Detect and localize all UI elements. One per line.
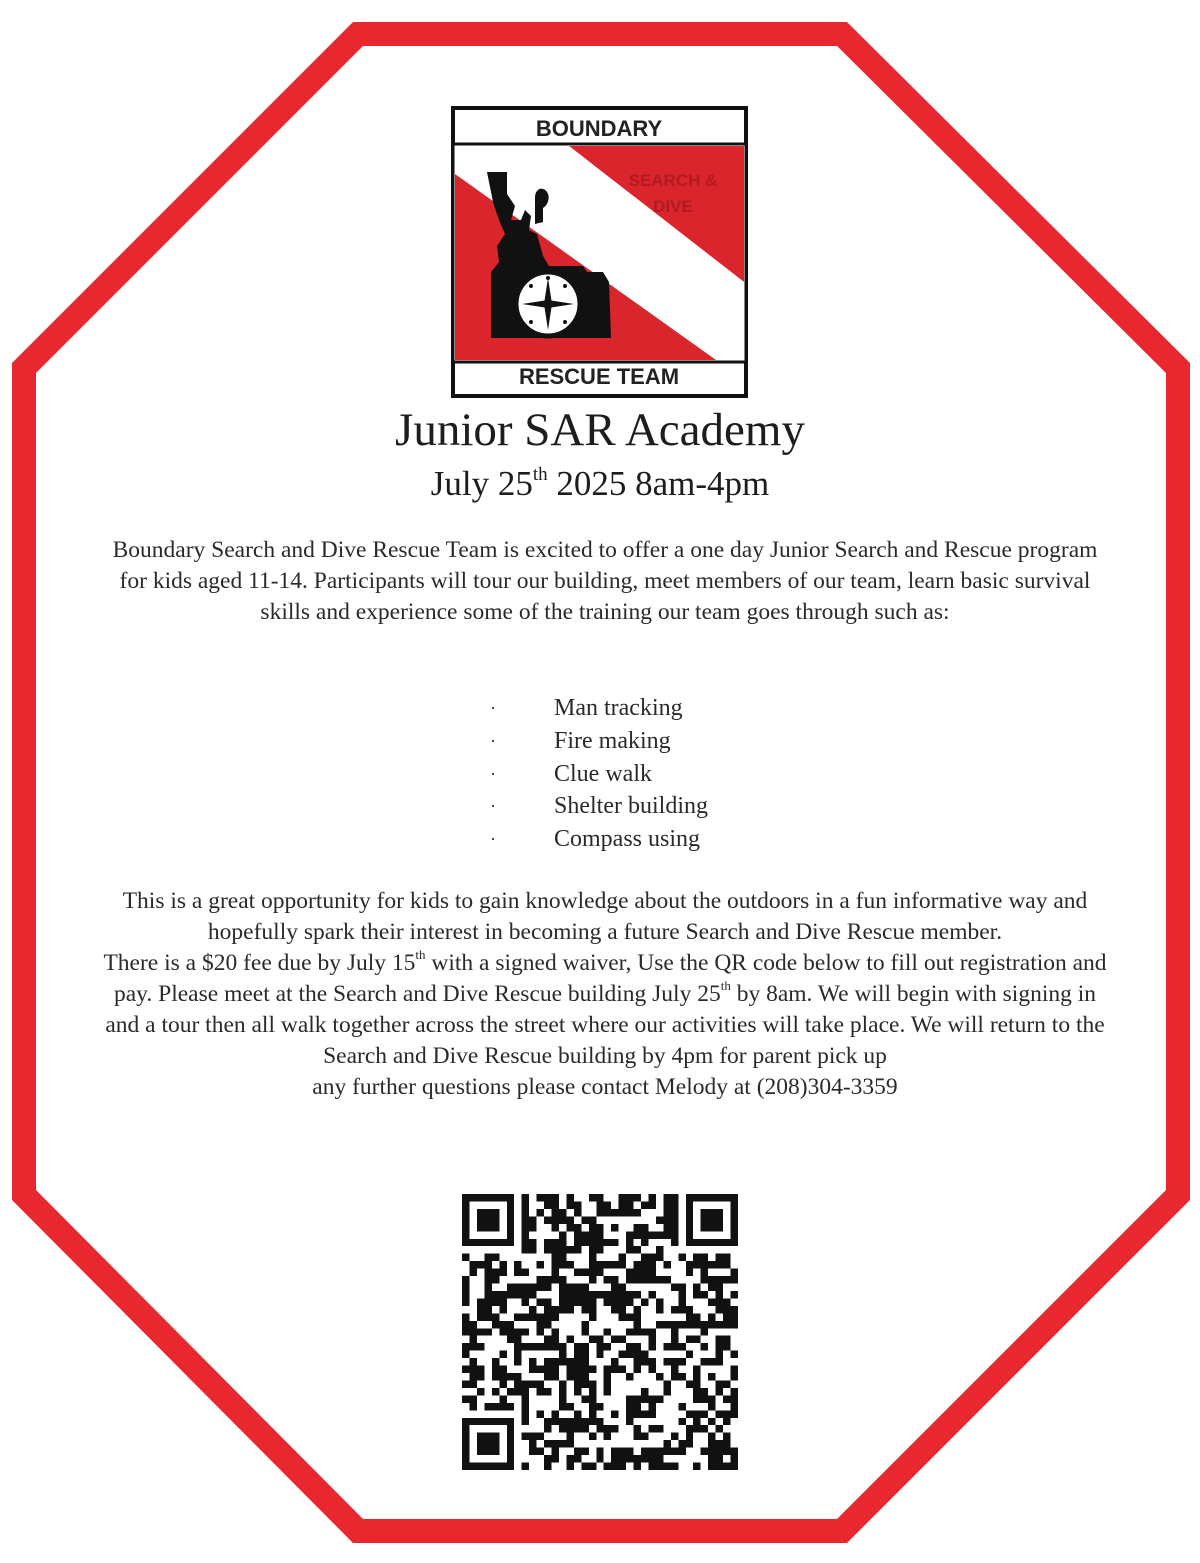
registration-qr-code[interactable] [462, 1194, 738, 1470]
activity-label: Shelter building [554, 793, 708, 820]
event-date [0, 462, 1200, 506]
list-item [470, 725, 708, 758]
fee-paragraph [100, 948, 1110, 1072]
date-after: 2025 8am-4pm [547, 464, 770, 503]
details-section [100, 886, 1110, 1103]
fee-sup-2: th [720, 978, 731, 993]
boundary-logo [451, 106, 748, 398]
contact-line: any further questions please contact Melody at (208)304-3359 [312, 1074, 898, 1100]
fee-part-3: by 8am. We will begin with signing in and a tour then all walk together across the street where our activities will take place. We will return to the Search and Dive Rescue building by 4pm for parent pick up [105, 981, 1105, 1069]
qr-finder-top-left [462, 1194, 514, 1246]
fee-part-2: with a signed waiver, Use the QR code below to fill out registration and pay. Please meet at the Search and Dive Rescue building July 25 [114, 950, 1107, 1007]
activity-label: Compass using [554, 826, 701, 853]
logo-flag-text-1: SEARCH & [628, 171, 718, 190]
list-item [470, 758, 708, 791]
fee-part-1: There is a $20 fee due by July 15 [103, 950, 416, 976]
bullet-icon: · [490, 730, 496, 751]
activities-list [470, 692, 708, 856]
bullet-icon: · [490, 698, 496, 718]
date-before: July 25 [430, 464, 533, 503]
list-item [470, 790, 708, 823]
bullet-icon: · [490, 829, 496, 850]
activity-label: Fire making [554, 727, 671, 754]
intro-paragraph: Boundary Search and Dive Rescue Team is excited to offer a one day Junior Search and Rescue program for kids aged 11-14. Participants will tour our building, meet members of our team, learn basic survival skills and experience some of the training our team goes through such as: [112, 537, 1098, 625]
qr-finder-top-right [686, 1194, 738, 1246]
page-title: Junior SAR Academy [395, 404, 805, 456]
activity-label: Clue walk [554, 760, 652, 787]
date-sup: th [532, 464, 548, 485]
logo-top-text: BOUNDARY [535, 116, 663, 141]
logo-bottom-text: RESCUE TEAM [518, 364, 680, 389]
qr-finder-bottom-left [462, 1418, 514, 1470]
opportunity-paragraph: This is a great opportunity for kids to gain knowledge about the outdoors in a fun informative way and hopefully spark their interest in becoming a future Search and Dive Rescue member. [122, 888, 1088, 945]
list-item [470, 692, 708, 725]
bullet-icon: · [490, 796, 496, 817]
activity-label: Man tracking [554, 695, 683, 721]
bullet-icon: · [490, 763, 496, 784]
logo-flag-text-2: DIVE [653, 197, 693, 216]
list-item [470, 823, 708, 856]
fee-sup-1: th [415, 947, 426, 962]
compass-icon [516, 272, 580, 336]
